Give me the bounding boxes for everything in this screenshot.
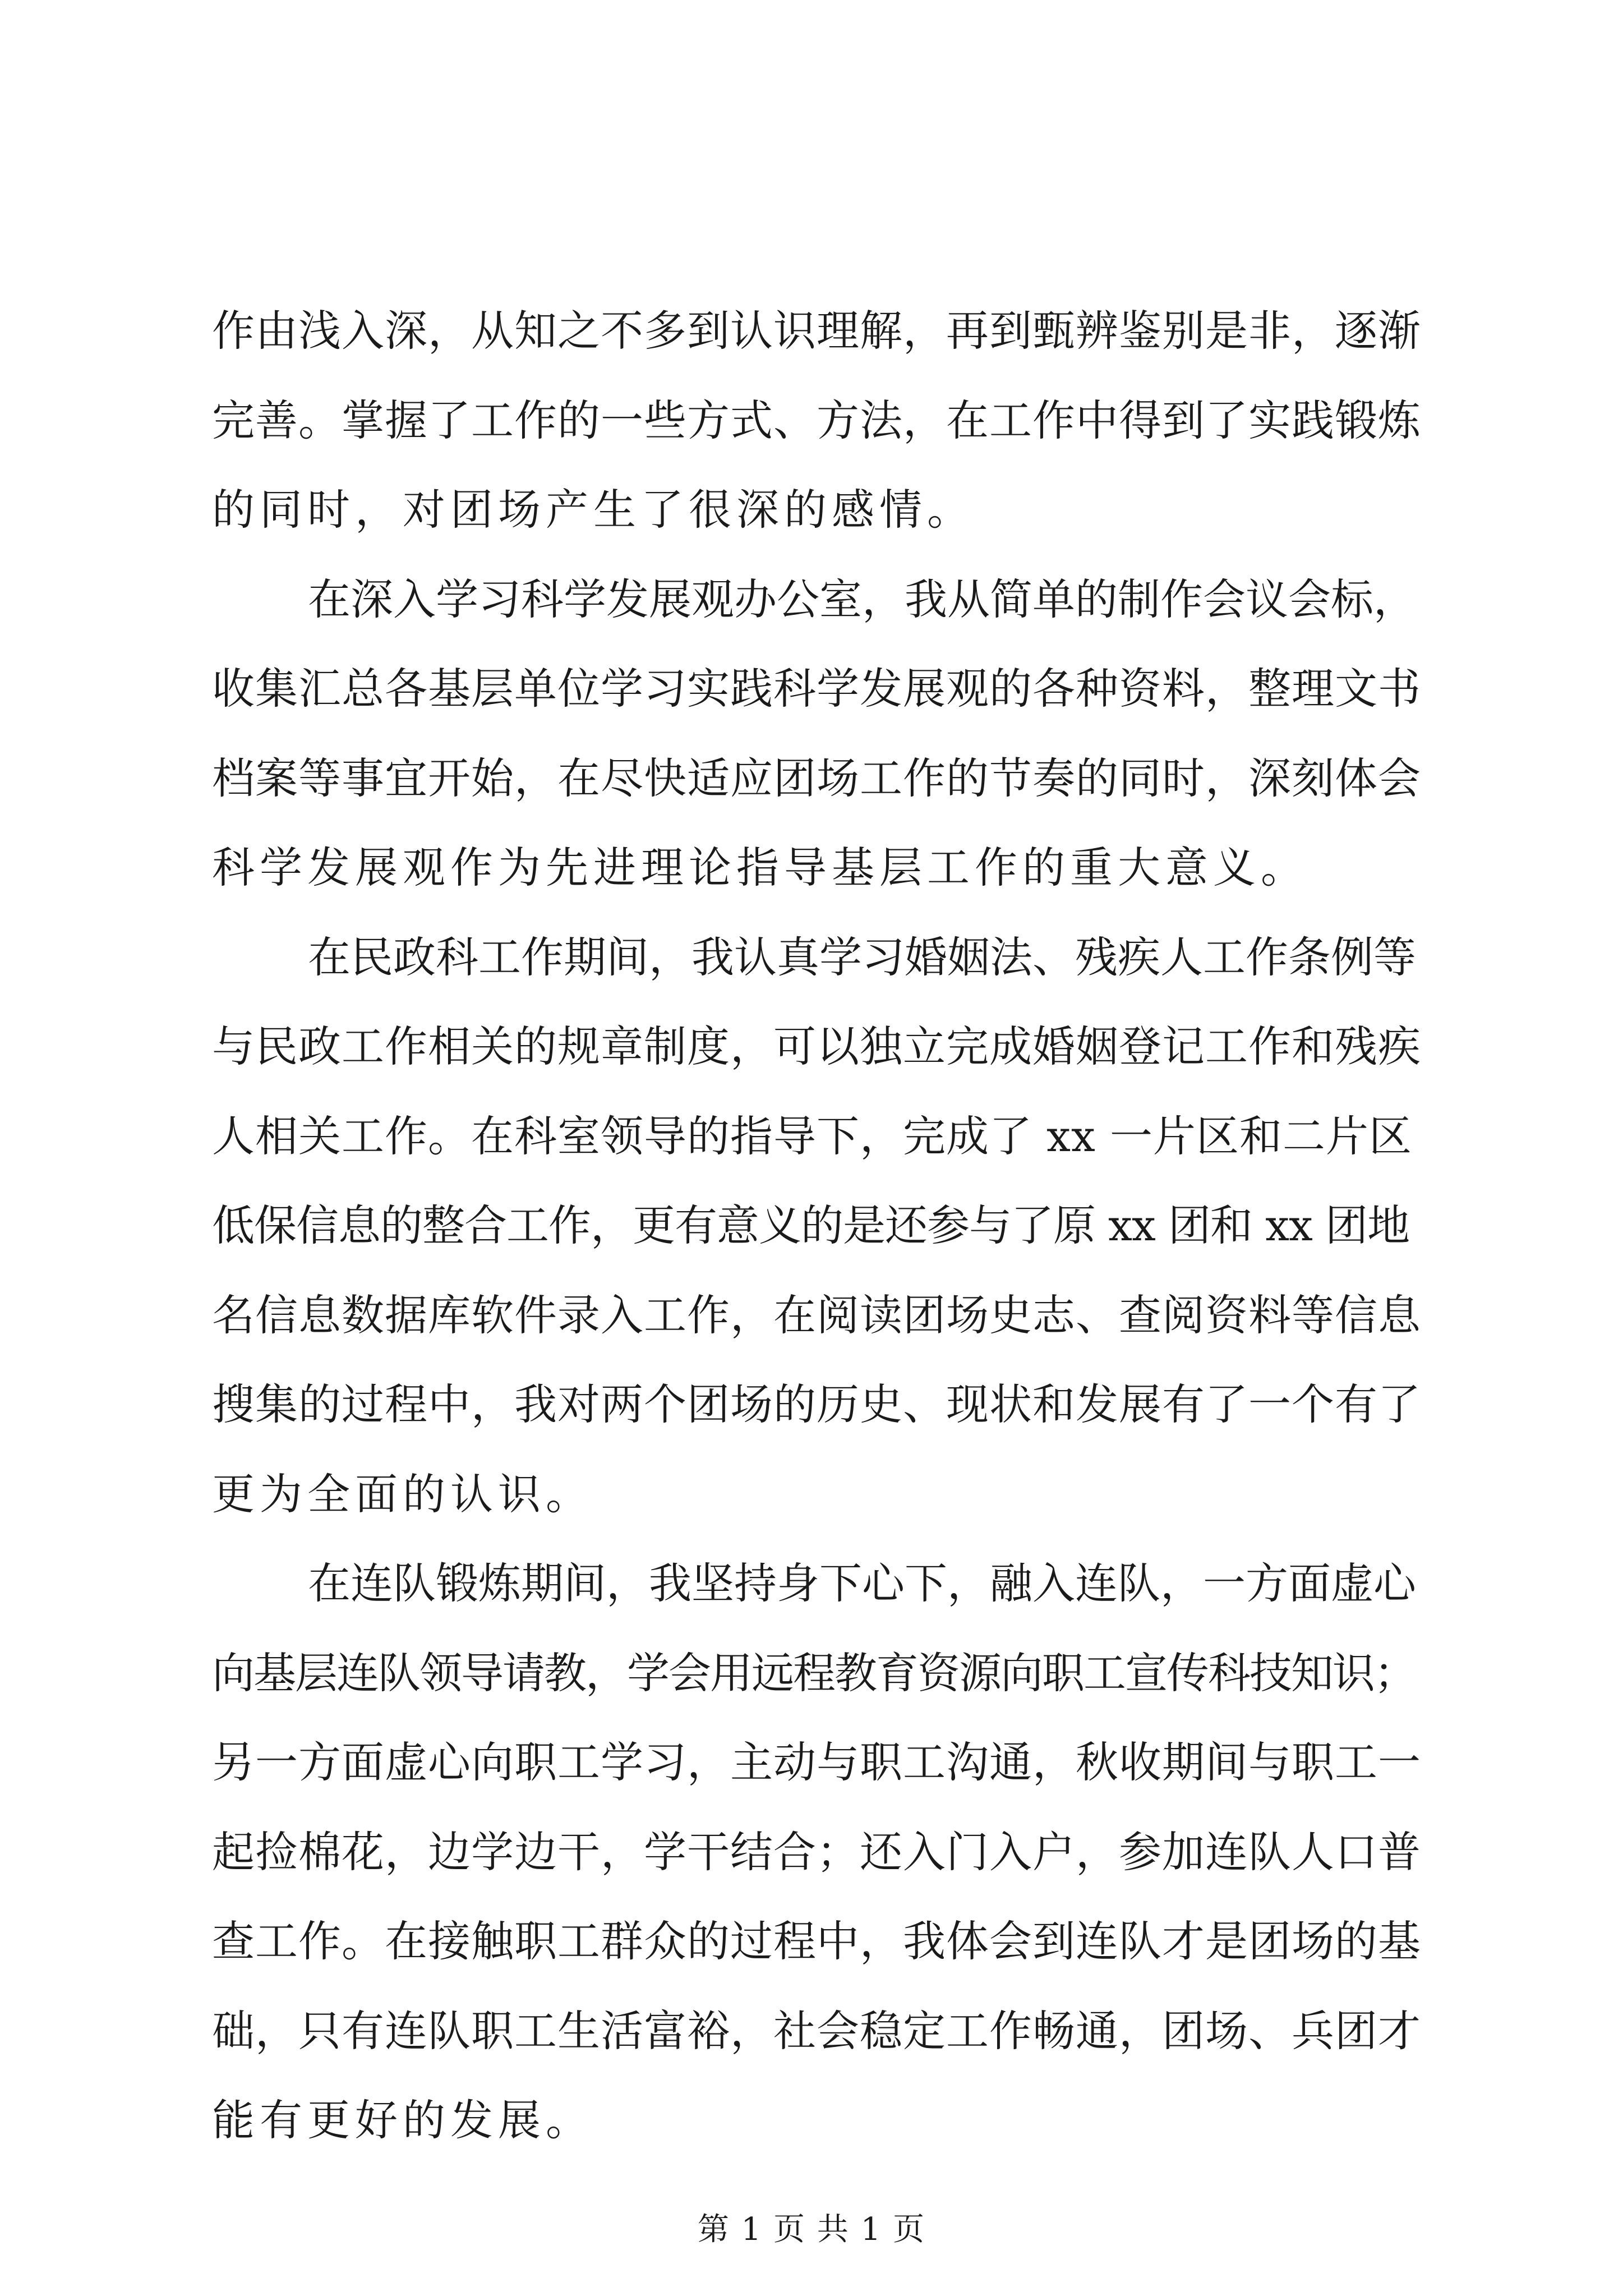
paragraph-line: 础，只有连队职工生活富裕，社会稳定工作畅通，团场、兵团才	[212, 2006, 1421, 2056]
paragraph-line: 向基层连队领导请教，学会用远程教育资源向职工宣传科技知识；	[212, 1648, 1415, 1698]
paragraph-line: 的同时，对团场产生了很深的感情。	[212, 485, 975, 535]
paragraph-line: 与民政工作相关的规章制度，可以独立完成婚姻登记工作和残疾	[212, 1022, 1421, 1071]
paragraph-first-line: 在民政科工作期间，我认真学习婚姻法、残疾人工作条例等	[308, 932, 1416, 982]
paragraph-line: 低保信息的整合工作，更有意义的是还参与了原 xx 团和 xx 团地	[212, 1200, 1410, 1250]
paragraph-first-line: 在连队锻炼期间，我坚持身下心下，融入连队，一方面虚心	[308, 1558, 1416, 1608]
paragraph-line: 搜集的过程中，我对两个团场的历史、现状和发展有了一个有了	[212, 1379, 1421, 1429]
paragraph-line: 完善。掌握了工作的一些方式、方法，在工作中得到了实践锻炼	[212, 395, 1421, 445]
paragraph-line: 另一方面虚心向职工学习，主动与职工沟通，秋收期间与职工一	[212, 1737, 1421, 1787]
paragraph-line: 起捡棉花，边学边干，学干结合；还入门入户，参加连队人口普	[212, 1827, 1421, 1877]
paragraph-line: 能有更好的发展。	[212, 2095, 593, 2145]
paragraph-line: 人相关工作。在科室领导的指导下，完成了 xx 一片区和二片区	[212, 1111, 1413, 1161]
paragraph-line: 作由浅入深，从知之不多到认识理解，再到甄辨鉴别是非，逐渐	[212, 306, 1421, 356]
paragraph-line: 更为全面的认识。	[212, 1469, 593, 1519]
paragraph-line: 收集汇总各基层单位学习实践科学发展观的各种资料，整理文书	[212, 664, 1421, 714]
paragraph-line: 档案等事宜开始，在尽快适应团场工作的节奏的同时，深刻体会	[212, 753, 1421, 803]
paragraph-first-line: 在深入学习科学发展观办公室，我从简单的制作会议会标，	[308, 574, 1416, 624]
page-number-footer: 第 1 页 共 1 页	[697, 2211, 926, 2248]
paragraph-line: 科学发展观作为先进理论指导基层工作的重大意义。	[212, 843, 1308, 892]
paragraph-line: 查工作。在接触职工群众的过程中，我体会到连队才是团场的基	[212, 1916, 1421, 1966]
paragraph-line: 名信息数据库软件录入工作，在阅读团场史志、查阅资料等信息	[212, 1290, 1421, 1340]
